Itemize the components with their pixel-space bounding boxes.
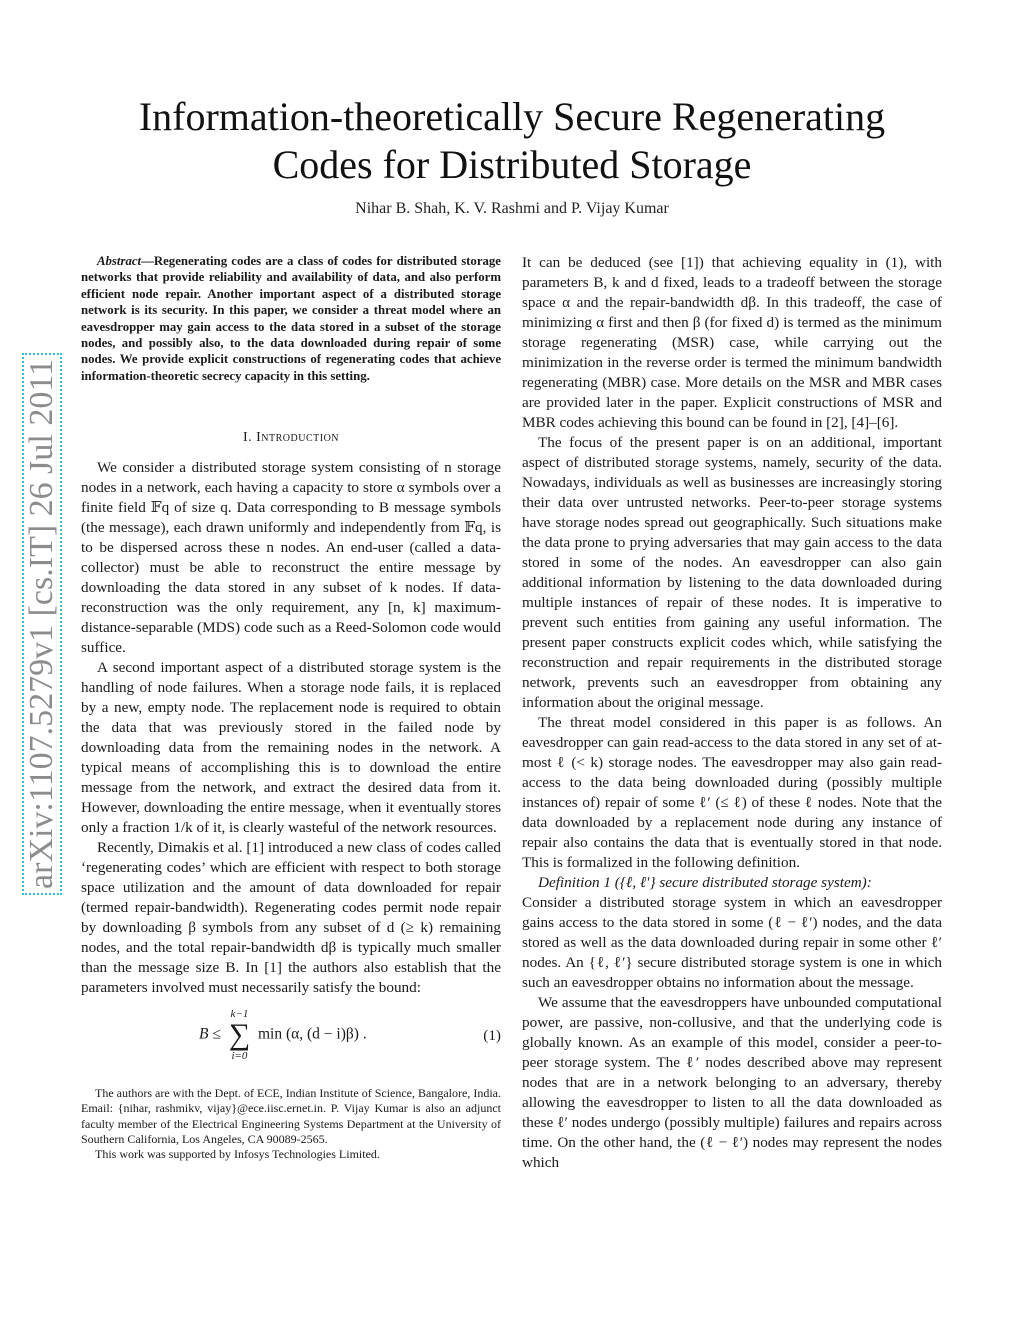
summation-symbol (229, 1008, 250, 1062)
equation-rhs: min (α, (d − i)β) . (258, 1025, 367, 1043)
abstract-text: —Regenerating codes are a class of codes for distributed storage networks that provide reliability and availability of data, and also perform efficient node repair. Another important aspect of a distributed storage network is its security. In this paper, we consider a threat model where an eavesdropper may gain access to the data stored in a subset of the storage nodes, and possibly also, to the data downloaded during repair of some nodes. We provide explicit constructions of regenerating codes that achieve information-theoretic secrecy capacity in this setting. (81, 254, 501, 383)
sum-upper-limit: k−1 (230, 1008, 249, 1021)
footnote-funding: This work was supported by Infosys Technologies Limited. (95, 1147, 380, 1162)
intro-paragraph-3: Recently, Dimakis et al. [1] introduced a new class of codes called ‘regenerating codes’ which are efficient with respect to both storage space utilization and the amount of data downloaded for repair (termed repair-bandwidth). Regenerating codes permit node repair by downloading β symbols from any subset of d (≥ k) remaining nodes, and the total repair-bandwidth dβ is typically much smaller than the message size B. In [1] the authors also establish that the parameters involved must necessarily satisfy the bound: (81, 839, 501, 997)
footnote-affiliation: The authors are with the Dept. of ECE, Indian Institute of Science, Bangalore, India. Email: {nihar, rashmikv, vijay}@ece.iisc.ernet.in. P. Vijay Kumar is also an adjunct faculty member of the Electrical Engineering Systems Department at the University of Southern California, Los Angeles, CA 90089-2565. (81, 1086, 501, 1146)
sum-lower-limit: i=0 (231, 1050, 248, 1063)
abstract (81, 253, 501, 384)
left-column (81, 253, 501, 1162)
sigma-icon: ∑ (228, 1018, 251, 1052)
arxiv-stamp[interactable] (22, 358, 62, 935)
intro-paragraph-2: A second important aspect of a distributed storage system is the handling of node failures. When a storage node fails, it is replaced by a new, empty node. The replacement node is required to obtain the data that was previously stored in the failed node by downloading data from the remaining nodes in the network. A typical means of accomplishing this is to download the entire message from the network, and extract the desired data from it. However, downloading the entire message, when it eventually stores only a fraction 1/k of it, is clearly wasteful of the network resources. (81, 659, 501, 837)
equation-body (199, 1008, 367, 1062)
title-line-1: Information-theoretically Secure Regenerating (138, 94, 886, 139)
right-paragraph-4: We assume that the eavesdroppers have unbounded computational power, are passive, non-collusive, and that the underlying code is globally known. As an example of this model, consider a peer-to-peer storage system. The ℓ′ nodes described above may represent nodes that are in a network belonging to an adversary, thereby allowing the eavesdropper to listen to all the data downloaded as these ℓ′ nodes undergo (possibly multiple) failures and repairs across time. On the other hand, the (ℓ − ℓ′) nodes may represent the nodes which (522, 994, 942, 1171)
right-paragraph-1: It can be deduced (see [1]) that achieving equality in (1), with parameters B, k and d fixed, leads to a tradeoff between the storage space α and the repair-bandwidth dβ. In this tradeoff, the case of minimizing α first and then β (for fixed d) is termed as the minimum storage regenerating (MSR) case, while carrying out the minimization in the reverse order is termed the minimum bandwidth regenerating (MBR) case. More details on the MSR and MBR cases are provided later in the paper. Explicit constructions of MSR and MBR codes achieving this bound can be found in [2], [4]–[6]. (522, 254, 942, 431)
paper-title (100, 93, 924, 189)
intro-paragraph-1: We consider a distributed storage system consisting of n storage nodes in a network, each having a capacity to store α symbols over a finite field 𝔽q of size q. Data corresponding to B message symbols (the message), each drawn uniformly and independently from 𝔽q, is to be dispersed across these n nodes. An end-user (called a data-collector) must be able to reconstruct the entire message by downloading the data stored in any subset of k nodes. If data-reconstruction was the only requirement, any [n, k] maximum-distance-separable (MDS) code such as a Reed-Solomon code would suffice. (81, 459, 501, 657)
definition-1-heading: Definition 1 ({ℓ, ℓ′} secure distributed storage system): (538, 874, 872, 891)
right-paragraph-3: The threat model considered in this paper is as follows. An eavesdropper can gain read-access to the data stored in any set of at-most ℓ (< k) storage nodes. The eavesdropper may also gain read-access to the data being downloaded during (possibly multiple instances of) repair of some ℓ′ (≤ ℓ) of these ℓ nodes. Note that the data downloaded by a replacement node during any instance of repair also contains the data that is eventually stored in that node. This is formalized in the following definition. (522, 714, 942, 871)
abstract-label: Abstract (97, 254, 142, 268)
author-list: Nihar B. Shah, K. V. Rashmi and P. Vijay Kumar (355, 200, 669, 217)
section-number: I. (242, 430, 253, 446)
equation-1 (81, 1006, 501, 1068)
footnotes (81, 1086, 501, 1162)
right-column (522, 253, 942, 1173)
definition-1-body: Consider a distributed storage system in which an eavesdropper gains access to the data stored in some (ℓ − ℓ′) nodes, and the data stored as well as the data downloaded during repair in some other ℓ′ nodes. An {ℓ, ℓ′} secure distributed storage system is one in which such an eavesdropper obtains no information about the message. (522, 894, 942, 991)
title-line-2: Codes for Distributed Storage (272, 142, 752, 187)
arxiv-id[interactable]: arXiv:1107.5279v1 [cs.IT] 26 Jul 2011 (22, 353, 62, 895)
section-heading-introduction (81, 428, 501, 448)
equation-lhs: B ≤ (199, 1025, 221, 1043)
equation-number[interactable]: (1) (483, 1027, 501, 1045)
section-title: Introduction (256, 430, 340, 446)
right-paragraph-2: The focus of the present paper is on an additional, important aspect of distributed storage systems, namely, security of the data. Nowadays, individuals as well as businesses are increasingly storing their data over untrusted networks. Peer-to-peer storage systems have storage nodes spread out geographically. Such situations make the data prone to prying adversaries that may gain access to the data stored in some of the nodes. An eavesdropper can also gain additional information by listening to the data downloaded during multiple instances of repair of these nodes. It is imperative to prevent such entities from gaining any useful information. The present paper constructs explicit codes which, while satisfying the reconstruction and repair requirements in the distributed storage network, prevents such an eavesdropper from obtaining any information about the original message. (522, 434, 942, 711)
